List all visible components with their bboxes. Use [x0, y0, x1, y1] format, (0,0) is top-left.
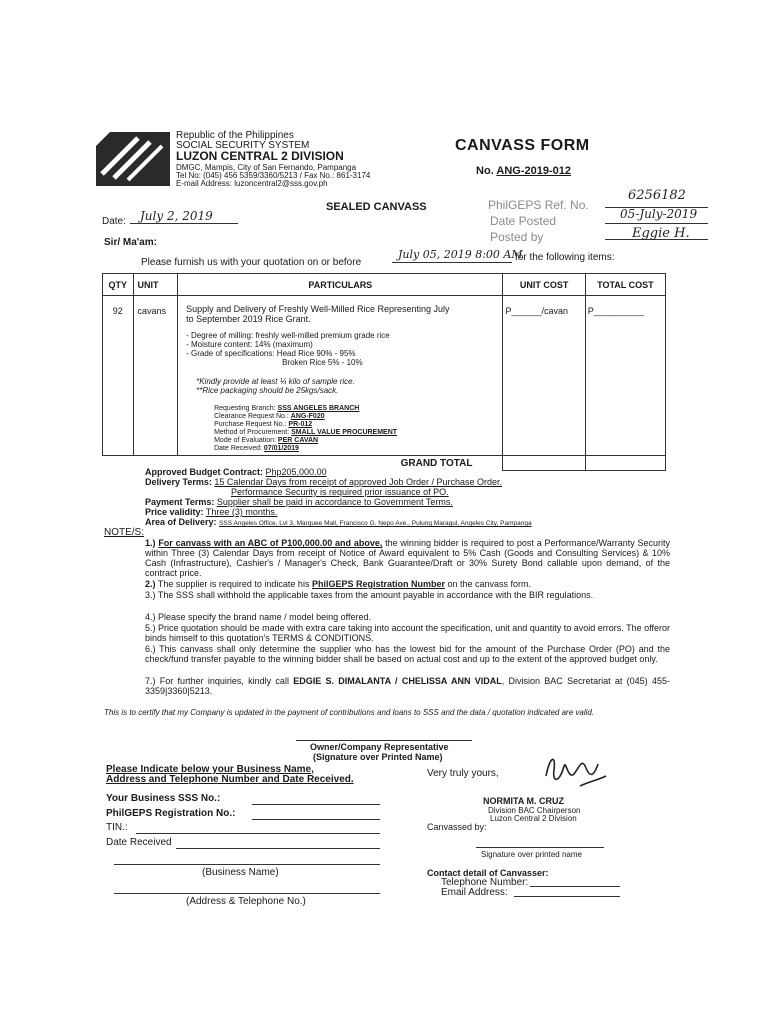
signer-title2: Luzon Central 2 Division	[490, 814, 577, 823]
terms-validity: Price validity: Three (3) months.	[145, 507, 278, 517]
owner-rep-sub: (Signature over Printed Name)	[313, 752, 443, 762]
canvassed-by: Canvassed by:	[427, 822, 487, 832]
item-note2: **Rice packaging should be 25kgs/sack.	[196, 386, 339, 395]
sig-over-name: Signature over printed name	[481, 850, 582, 859]
col-particulars: PARTICULARS	[178, 274, 503, 296]
col-qty: QTY	[103, 274, 134, 296]
pr-no: Purchase Request No.: PR-012	[214, 421, 313, 428]
deadline-value: July 05, 2019 8:00 AM	[398, 248, 523, 261]
date-posted-label: Date Posted	[490, 214, 557, 228]
date-received-item: Date Received: 07/01/2019	[214, 445, 299, 452]
tin-label: TIN.:	[106, 822, 128, 833]
note-2: 2.) The supplier is required to indicate his PhilGEPS Registration Number on the canvass form.	[145, 579, 532, 589]
grand-total-unit	[503, 456, 585, 471]
salutation: Sir/ Ma'am:	[104, 237, 157, 248]
col-total-cost: TOTAL COST	[585, 274, 665, 296]
terms-delivery: Delivery Terms: 15 Calendar Days from receipt of approved Job Order / Purchase Order.	[145, 477, 503, 487]
terms-payment: Payment Terms: Supplier shall be paid in accordance to Government Terms.	[145, 497, 453, 507]
unit-cost-cell: P______/cavan	[503, 296, 585, 456]
owner-rep: Owner/Company Representative	[310, 742, 449, 752]
evaluation-mode: Mode of Evaluation: PER CAVAN	[214, 437, 319, 444]
total-cost-cell: P__________	[585, 296, 665, 456]
certify-text: This is to certify that my Company is updated in the payment of contributions and loans to SSS and the data / quotation indicated are valid.	[104, 708, 595, 717]
item-spec1: - Degree of milling: freshly well-milled premium grade rice	[186, 331, 390, 340]
signer-title1: Division BAC Chairperson	[488, 806, 581, 815]
procurement-method: Method of Procurement: SMALL VALUE PROCUREMENT	[214, 429, 398, 436]
org-tel: Tel No: (045) 456 5359/3360/5213 / Fax No.: 861-3174	[176, 171, 371, 180]
date-posted-value: 05-July-2019	[620, 207, 698, 221]
item-spec3: - Grade of specifications: Head Rice 90% - 95%	[186, 349, 356, 358]
indicate-line1: Please Indicate below your Business Name,	[106, 764, 314, 775]
item-qty: 92	[103, 296, 134, 456]
org-line2: SOCIAL SECURITY SYSTEM	[176, 140, 310, 151]
contact-detail-label: Contact detail of Canvasser:	[427, 868, 549, 878]
terms-performance: Performance Security is required prior issuance of PO.	[231, 487, 449, 497]
item-spec2: - Moisture content: 14% (maximum)	[186, 340, 313, 349]
terms-area: Area of Delivery: SSS Angeles Office, Lvl 3, Marquee Mall, Francisco G. Nepo Ave., Pulung Maragul, Angeles City, Pampanga	[145, 517, 532, 527]
note-5: 5.) Price quotation should be made with extra care taking into account the specification, unit and quantity to avoid errors. The offeror binds himself to this quotation's TERMS & CONDITIONS.	[145, 623, 670, 643]
indicate-line2: Address and Telephone Number and Date Received.	[106, 774, 354, 785]
item-unit: cavans	[133, 296, 178, 456]
email-label: Email Address:	[441, 887, 508, 898]
signer-name: NORMITA M. CRUZ	[483, 796, 564, 806]
following-items-text: for the following items:	[515, 252, 615, 263]
sealed-canvass: SEALED CANVASS	[326, 201, 427, 213]
item-particulars	[178, 296, 503, 456]
form-title: CANVASS FORM	[455, 137, 590, 154]
date-value: July 2, 2019	[140, 209, 213, 223]
philgeps-ref-label: PhilGEPS Ref. No.	[488, 198, 589, 212]
note-3: 3.) The SSS shall withhold the applicable taxes from the amount payable in accordance with the BIR regulations.	[145, 590, 594, 600]
quotation-request	[141, 257, 361, 268]
items-table	[102, 273, 666, 471]
date-label: Date:	[102, 216, 126, 227]
posted-by-value: Eggie H.	[632, 226, 690, 241]
form-number-label: No.	[476, 165, 494, 177]
division-name: LUZON CENTRAL 2 DIVISION	[176, 149, 344, 163]
note-7: 7.) For further inquiries, kindly call EDGIE S. DIMALANTA / CHELISSA ANN VIDAL, Division BAC Secretariat at (045) 455-3359|3360|5213.	[145, 676, 670, 696]
business-sss-label: Your Business SSS No.:	[106, 793, 221, 804]
table-row	[103, 296, 666, 456]
org-address: DMGC, Mampis, City of San Fernando, Pampanga	[176, 163, 357, 172]
form-number-value: ANG-2019-012	[496, 165, 571, 177]
terms-abc: Approved Budget Contract: Php205,000.00	[145, 467, 327, 477]
telephone-label: Telephone Number:	[441, 877, 529, 888]
sss-logo	[96, 132, 170, 186]
form-number	[476, 165, 571, 178]
date-received-label: Date Received	[106, 837, 172, 848]
address-tel-caption: (Address & Telephone No.)	[186, 896, 306, 907]
philgeps-ref-value: 6256182	[628, 188, 686, 203]
col-unit-cost: UNIT COST	[503, 274, 585, 296]
item-note1: *Kindly provide at least ¼ kilo of sample rice.	[196, 377, 355, 386]
philgeps-reg-label: PhilGEPS Registration No.:	[106, 808, 236, 819]
chairperson-signature	[540, 746, 610, 794]
req-branch: Requesting Branch: SSS ANGELES BRANCH	[214, 405, 360, 412]
grand-total-value	[585, 456, 665, 471]
item-desc1: Supply and Delivery of Freshly Well-Milled Rice Representing July	[186, 304, 450, 314]
clearance-no: Clearance Request No.: ANG-F020	[214, 413, 325, 420]
posted-by-label: Posted by	[490, 230, 544, 244]
col-unit: UNIT	[133, 274, 178, 296]
note-6: 6.) This canvass shall only determine the supplier who has the lowest bid for the amount of the Purchase Order (PO) and the check/fund transfer payable to the winning bidder shall be based on actual cost and up to the extent of the approved budget only.	[145, 644, 670, 664]
please-text: Please furnish us with your quotation on or before	[141, 257, 362, 268]
item-spec4: Broken Rice 5% - 10%	[282, 358, 363, 367]
grand-total-label: GRAND TOTAL	[103, 456, 503, 471]
org-email: E-mail Address: luzoncentral2@sss.gov.ph	[176, 179, 328, 188]
business-name-caption: (Business Name)	[202, 867, 279, 878]
very-truly: Very truly yours,	[427, 768, 499, 779]
sss-logo-icon	[96, 132, 170, 186]
item-desc2: to September 2019 Rice Grant.	[186, 314, 311, 324]
notes-title: NOTE/S:	[104, 527, 145, 538]
note-4: 4.) Please specify the brand name / model being offered.	[145, 612, 371, 622]
org-line1: Republic of the Philippines	[176, 130, 294, 141]
note-1: 1.) For canvass with an ABC of P100,000.00 and above, the winning bidder is required to post a Performance/Warranty Security within Three (3) Calendar Days from receipt of Notice of Award equivalent to 5% Cash (Goods and Consulting Services) & 10% Cash (Infrastructure), Cashier's / Manager's Check, Bank Guarantee/Draft or 30% Surety Bond callable upon demand, of the contract price.	[145, 538, 670, 578]
